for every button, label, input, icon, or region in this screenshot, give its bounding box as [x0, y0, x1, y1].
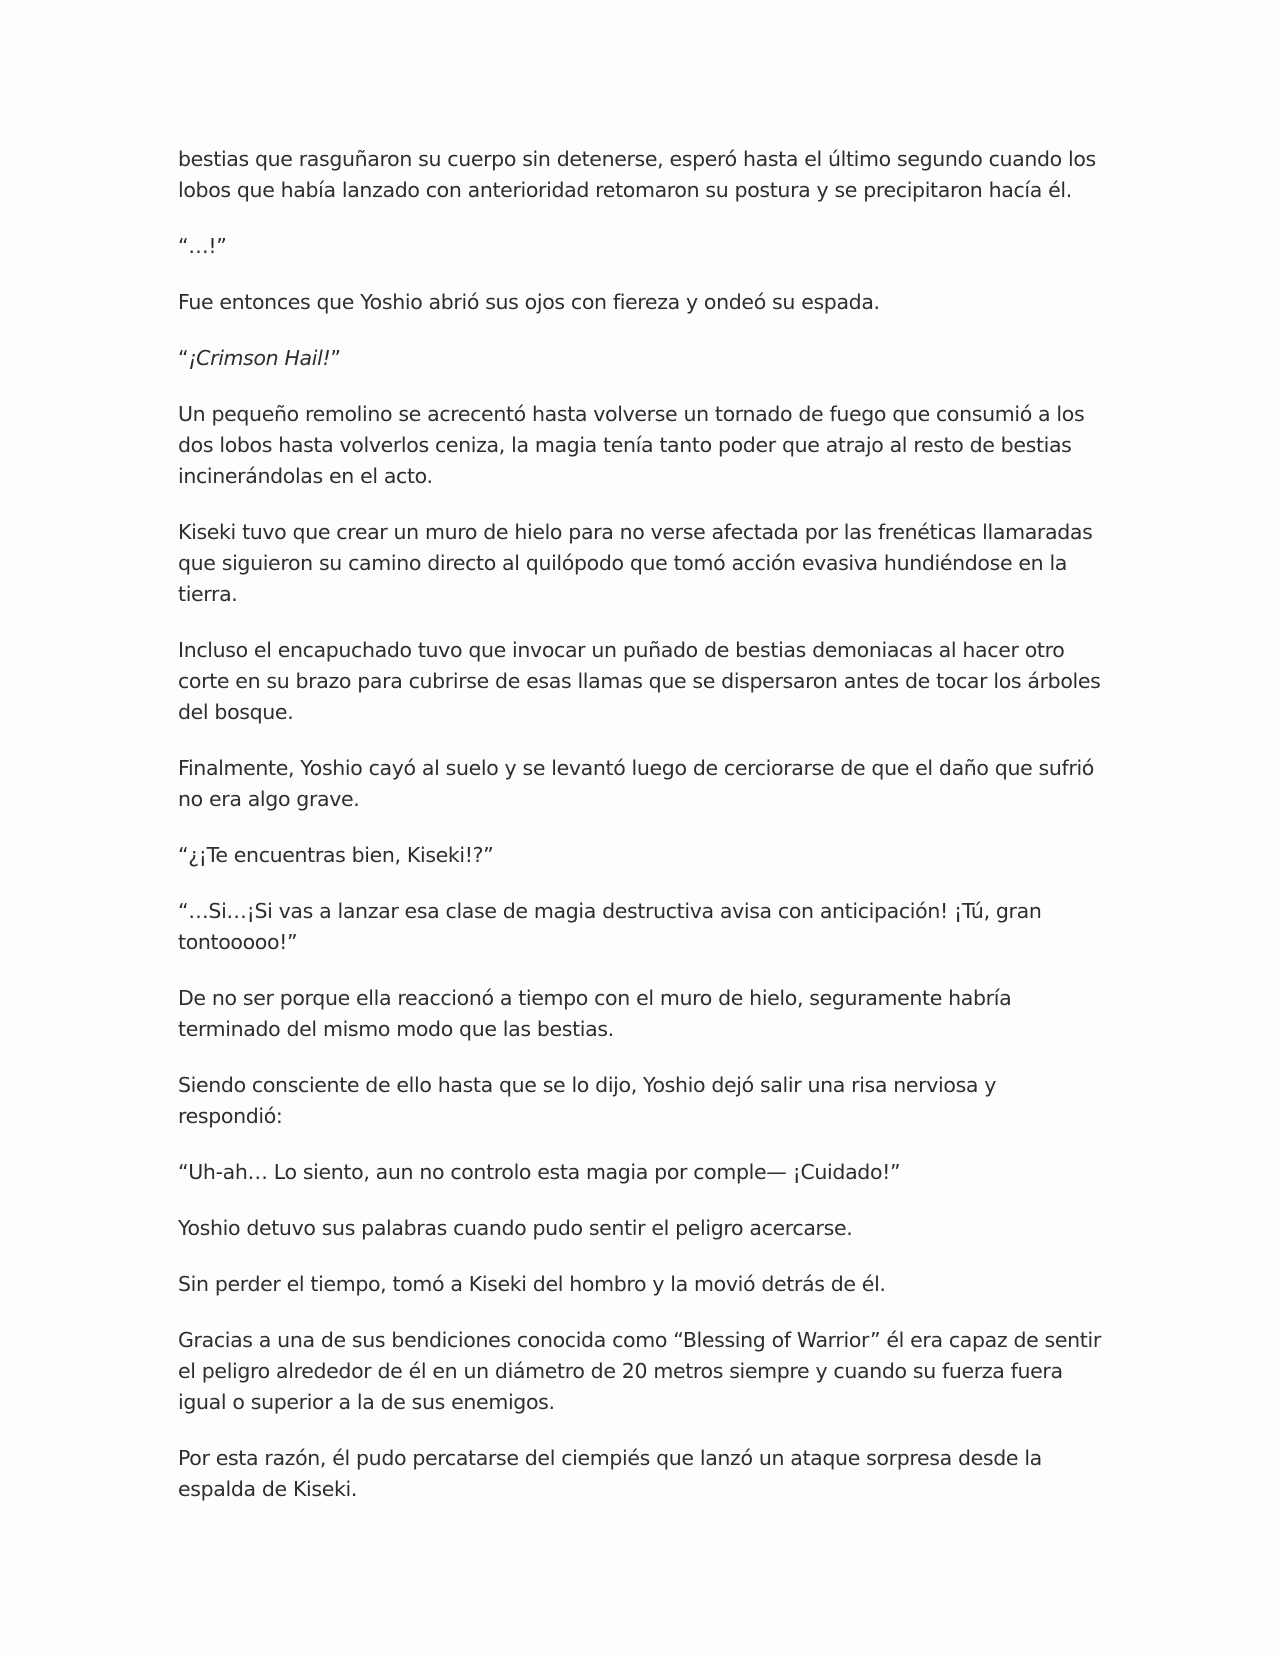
dialogue-paragraph: “¿¡Te encuentras bien, Kiseki!?”	[178, 843, 494, 867]
paragraph: De no ser porque ella reaccionó a tiempo con el muro de hielo, seguramente habría terminado del mismo modo que las bestias.	[178, 986, 1012, 1041]
paragraph: Siendo consciente de ello hasta que se lo dijo, Yoshio dejó salir una risa nerviosa y respondió:	[178, 1073, 997, 1128]
close-quote: ”	[330, 346, 341, 370]
paragraph: Sin perder el tiempo, tomó a Kiseki del hombro y la movió detrás de él.	[178, 1272, 886, 1296]
dialogue-paragraph: “…!”	[178, 234, 227, 258]
paragraph: Un pequeño remolino se acrecentó hasta volverse un tornado de fuego que consumió a los dos lobos hasta volverlos ceniza, la magia tenía tanto poder que atrajo al resto de bestias incinerándolas en el acto.	[178, 402, 1085, 488]
paragraph: Por esta razón, él pudo percatarse del ciempiés que lanzó un ataque sorpresa desde la espalda de Kiseki.	[178, 1446, 1042, 1501]
dialogue-paragraph: “…Si…¡Si vas a lanzar esa clase de magia destructiva avisa con anticipación! ¡Tú, gran tontooooo!”	[178, 899, 1042, 954]
paragraph: Incluso el encapuchado tuvo que invocar un puñado de bestias demoniacas al hacer otro corte en su brazo para cubrirse de esas llamas que se dispersaron antes de tocar los árboles del bosque.	[178, 638, 1101, 724]
paragraph: Finalmente, Yoshio cayó al suelo y se levantó luego de cerciorarse de que el daño que sufrió no era algo grave.	[178, 756, 1094, 811]
paragraph: Kiseki tuvo que crear un muro de hielo para no verse afectada por las frenéticas llamaradas que siguieron su camino directo al quilópodo que tomó acción evasiva hundiéndose en la tierra.	[178, 520, 1093, 606]
dialogue-paragraph: “Uh-ah… Lo siento, aun no controlo esta magia por comple— ¡Cuidado!”	[178, 1160, 901, 1184]
paragraph: Gracias a una de sus bendiciones conocida como “Blessing of Warrior” él era capaz de sentir el peligro alrededor de él en un diámetro de 20 metros siempre y cuando su fuerza fuera igual o superior a la de sus enemigos.	[178, 1328, 1101, 1414]
document-page	[178, 144, 1106, 1530]
dialogue-paragraph-spell	[178, 343, 1106, 374]
paragraph: Fue entonces que Yoshio abrió sus ojos con fiereza y ondeó su espada.	[178, 290, 880, 314]
spell-name: ¡Crimson Hail!	[188, 346, 331, 370]
paragraph: bestias que rasguñaron su cuerpo sin detenerse, esperó hasta el último segundo cuando los lobos que había lanzado con anterioridad retomaron su postura y se precipitaron hacía él.	[178, 147, 1096, 202]
open-quote: “	[178, 346, 189, 370]
paragraph: Yoshio detuvo sus palabras cuando pudo sentir el peligro acercarse.	[178, 1216, 853, 1240]
